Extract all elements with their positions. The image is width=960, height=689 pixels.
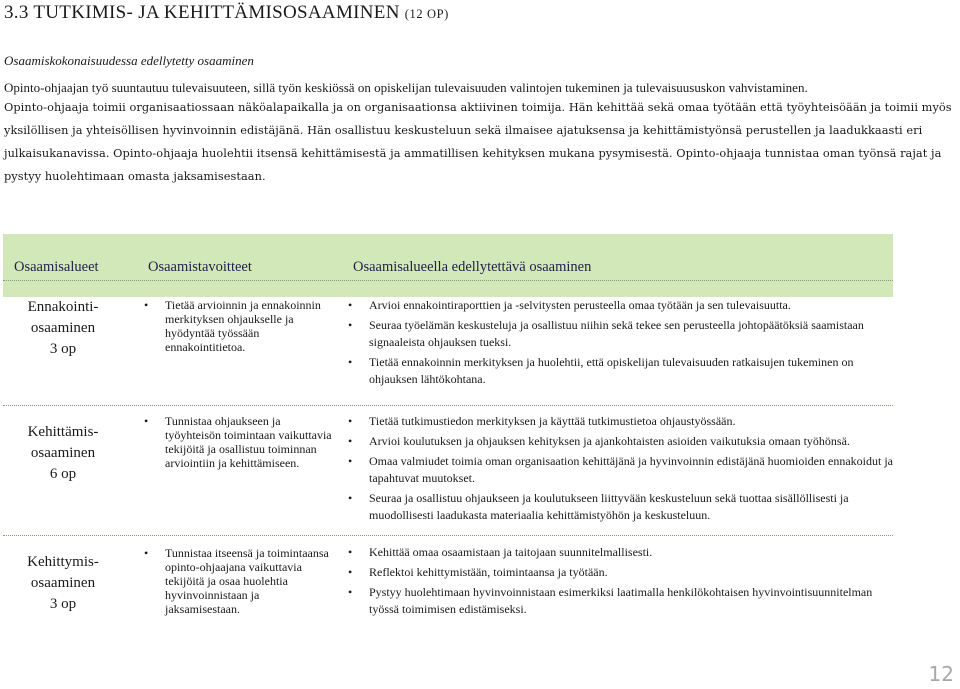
list-item: • Seuraa työelämän keskusteluja ja osallistuu niihin sekä tekee sen perusteella johtopäätöksiä saamistaan signaaleista ohjauksen tueksi. bbox=[348, 317, 893, 351]
area-name-line-1: Kehittymis- bbox=[27, 554, 99, 570]
list-item: • Arvioi ennakointiraporttien ja -selvitysten perusteella omaa työtään ja sen tulevaisuutta. bbox=[348, 297, 893, 314]
area-name-line-1: Kehittämis- bbox=[27, 424, 99, 440]
list-item: • Tunnistaa ohjaukseen ja työyhteisön toimintaan vaikuttavia tekijöitä ja osallistuu toiminnan arviointiin ja kehittämiseen. bbox=[144, 414, 336, 470]
list-item: • Omaa valmiudet toimia oman organisaation kehittäjänä ja hyvinvoinnin edistäjänä huomioiden ennakoidut ja tapahtuvat muutokset. bbox=[348, 453, 893, 487]
table-header bbox=[3, 234, 893, 297]
area-ennakointiosaaminen bbox=[3, 297, 123, 360]
intro-text bbox=[4, 77, 954, 188]
area-kehittymisosaaminen bbox=[3, 552, 123, 615]
page-number: 12 bbox=[928, 662, 954, 686]
header-osaamisalueet: Osaamisalueet bbox=[14, 259, 99, 275]
row-divider bbox=[3, 280, 893, 281]
list-item: • Tietää tutkimustiedon merkityksen ja käyttää tutkimustietoa ohjaustyössään. bbox=[348, 413, 893, 430]
title-credits: (12 OP) bbox=[404, 7, 449, 21]
area-name-line-2: osaaminen bbox=[30, 320, 96, 336]
competences-list bbox=[348, 544, 893, 621]
header-edellytettava-osaaminen: Osaamisalueella edellytettävä osaaminen bbox=[353, 259, 592, 275]
list-item: • Kehittää omaa osaamistaan ja taitojaan suunnitelmallisesti. bbox=[348, 544, 893, 561]
list-item: • Seuraa ja osallistuu ohjaukseen ja koulutukseen liittyvään keskusteluun sekä tuottaa sisällöllisesti ja muodollisesti laadukasta materiaalia kehittämistyöhön ja keskusteluun. bbox=[348, 490, 893, 524]
goals-list bbox=[144, 298, 336, 357]
goals-list bbox=[144, 414, 336, 473]
area-name-line-2: osaaminen bbox=[30, 575, 96, 591]
list-item: • Arvioi koulutuksen ja ohjauksen kehityksen ja ajankohtaisten asioiden vaikutuksia omaan työhönsä. bbox=[348, 433, 893, 450]
area-name-line-1: Ennakointi- bbox=[27, 299, 99, 315]
page-title bbox=[4, 2, 449, 24]
goals-list bbox=[144, 546, 336, 619]
list-item: • Tietää arvioinnin ja ennakoinnin merkityksen ohjaukselle ja hyödyntää työssään ennakointitietoa. bbox=[144, 298, 336, 354]
list-item: • Reflektoi kehittymistään, toimintaansa ja työtään. bbox=[348, 564, 893, 581]
list-item: • Tunnistaa itseensä ja toimintaansa opinto-ohjaajana vaikuttavia tekijöitä ja osaa huolehtia hyvinvoinnistaan ja jaksamisestaan. bbox=[144, 546, 336, 616]
list-item: • Tietää ennakoinnin merkityksen ja huolehtii, että opiskelijan tulevaisuuden ratkaisujen tukeminen on ohjauksen lähtökohtana. bbox=[348, 354, 893, 388]
intro-paragraph-2: Opinto-ohjaaja toimii organisaatiossaan näköalapaikalla ja on organisaationsa aktiivinen toimija. Hän kehittää sekä omaa työtään että työyhteisöään ja toimii myös yksilöllisen ja yhteisöllisen hyvinvoinnin edistäjänä. Hän osallistuu keskusteluun sekä ilmaisee ajatuksensa ja kehittämistyönsä perustellen ja laadukkaasti eri julkaisukanavissa. Opinto-ohjaaja huolehtii itsensä kehittämisestä ja ammatillisen kehityksen mukana pysymisestä. Opinto-ohjaaja tunnistaa oman työnsä rajat ja pystyy huolehtimaan omasta jaksamisestaan. bbox=[4, 100, 952, 183]
section-subtitle: Osaamiskokonaisuudessa edellytetty osaaminen bbox=[4, 53, 254, 68]
row-divider bbox=[3, 535, 893, 536]
area-kehittamisosaaminen bbox=[3, 422, 123, 485]
area-credits: 3 op bbox=[49, 341, 77, 357]
title-main: 3.3 TUTKIMIS- JA KEHITTÄMISOSAAMINEN bbox=[4, 2, 400, 23]
competences-list bbox=[348, 413, 893, 527]
competences-list bbox=[348, 297, 893, 391]
header-osaamistavoitteet: Osaamistavoitteet bbox=[148, 259, 252, 275]
intro-paragraph-1: Opinto-ohjaajan työ suuntautuu tulevaisuuteen, sillä työn keskiössä on opiskelijan tulevaisuuden valintojen tukeminen ja tulevaisuususkon vahvistaminen. bbox=[4, 80, 808, 95]
list-item: • Pystyy huolehtimaan hyvinvoinnistaan esimerkiksi laatimalla henkilökohtaisen hyvinvointisuunnitelman työssä toimimisen edistämiseksi. bbox=[348, 584, 893, 618]
area-name-line-2: osaaminen bbox=[30, 445, 96, 461]
area-credits: 3 op bbox=[49, 596, 77, 612]
row-divider bbox=[3, 405, 893, 406]
area-credits: 6 op bbox=[49, 466, 77, 482]
